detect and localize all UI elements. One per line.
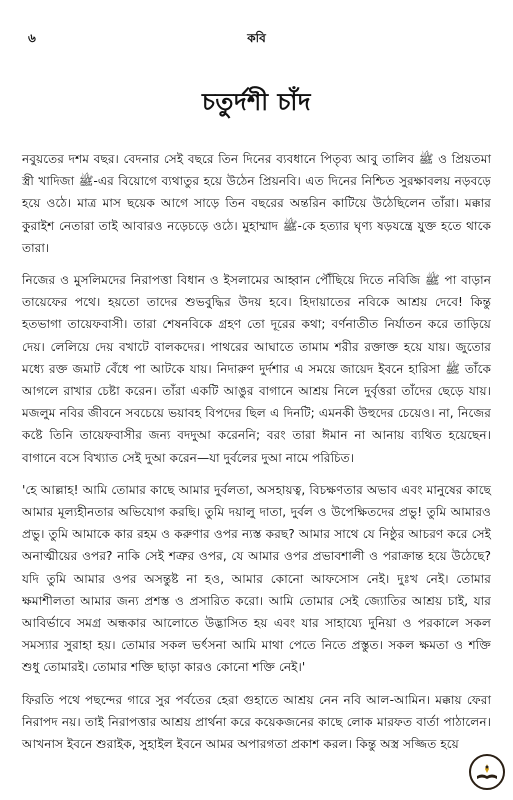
page-number: ৬	[28, 31, 36, 45]
body-text	[22, 148, 491, 765]
paragraph-2: নিজের ও মুসলিমদের নিরাপত্তা বিধান ও ইসলামের আহ্বান পৌঁছিয়ে দিতে নবিজি ﷺ পা বাড়ান তায়েফের পথে। হয়তো তাদের শুভবুদ্ধির উদয় হবে। হিদায়াতের নবিকে আশ্রয় দেবে! কিন্তু হতভাগা তায়েফবাসী। তারা শেষনবিকে গ্রহণ তো দূরের কথা; বর্ণনাতীত নির্যাতন করে তাড়িয়ে দেয়। লেলিয়ে দেয় বখাটে বালকদের। পাথরের আঘাতে তামাম শরীর রক্তাক্ত হয়ে যায়। জুতোর মধ্যে রক্ত জমাট বেঁধে পা আটকে যায়। নিদারুণ দুর্দশার এ সময়ে জায়েদ ইবনে হারিসা ﷺ তাঁকে আগলে রাখার চেষ্টা করেন। তাঁরা একটি আঙুর বাগানে আশ্রয় নিলে দুর্বৃত্তরা তাঁদের ছেড়ে যায়। মজলুম নবির জীবনে সবচেয়ে ভয়াবহ বিপদের ছিল এ দিনটি; এমনকী উহুদের চেয়েও। না, নিজের কষ্টে তিনি তায়েফবাসীর জন্য বদদুআ করেননি; বরং তারা ঈমান না আনায় ব্যথিত হয়েছেন। বাগানে বসে বিখ্যাত সেই দুআ করেন—যা দুর্বলের দুআ নামে পরিচিত।	[22, 273, 491, 465]
running-title: কবি	[247, 31, 266, 45]
page-header	[22, 30, 491, 50]
chapter-title: চতুর্দশী চাঁদ	[201, 87, 311, 116]
dua-quote-paragraph: 'হে আল্লাহ! আমি তোমার কাছে আমার দুর্বলতা, অসহায়ত্ব, বিচক্ষণতার অভাব এবং মানুষের কাছে আমার মূল্যহীনতার অভিযোগ করছি। তুমি দয়ালু দাতা, দুর্বল ও উপেক্ষিতদের প্রভু! তুমি আমারও প্রভু। তুমি আমাকে কার রহম ও করুণার ওপর ন্যস্ত করছ? আমার সাথে যে নিষ্ঠুর আচরণ করে সেই অনাত্মীয়ের ওপর? নাকি সেই শত্রুর ওপর, যে আমার ওপর প্রভাবশালী ও পরাক্রান্ত হয়ে উঠেছে? যদি তুমি আমার ওপর অসন্তুষ্ট না হও, আমার কোনো আফসোস নেই। দুঃখ নেই। তোমার ক্ষমাশীলতা আমার জন্য প্রশস্ত ও প্রসারিত করো। আমি তোমার সেই জ্যোতির আশ্রয় চাই, যার আবির্ভাবে সমগ্র অন্ধকার আলোতে উদ্ভাসিত হয় এবং যার সাহায্যে দুনিয়া ও পরকালে সকল সমস্যার সুরাহা হয়। তোমার সকল ভর্ৎসনা আমি মাথা পেতে নিতে প্রস্তুত। সকল ক্ষমতা ও শক্তি শুধু তোমারই। তোমার শক্তি ছাড়া কারও কোনো শক্তি নেই।'	[22, 482, 491, 675]
paragraph-1: নবুয়তের দশম বছর। বেদনার সেই বছরে তিন দিনের ব্যবধানে পিতৃব্য আবু তালিব ﷺ ও প্রিয়তমা স্ত্রী খাদিজা ﷺ-এর বিয়োগে ব্যথাতুর হয়ে উঠেন প্রিয়নবি। এত দিনের নিশ্চিত সুরক্ষাবলয় নড়বড়ে হয়ে ওঠে। মাত্র মাস ছয়েক আগে সাড়ে তিন বছরের অন্তরিন কাটিয়ে উঠেছিলেন তাঁরা। মক্কার কুরাইশ নেতারা তাই আবারও নড়েচড়ে ওঠে। মুহাম্মাদ ﷺ-কে হত্যার ঘৃণ্য ষড়যন্ত্রে যুক্ত হতে থাকে তারা।	[22, 152, 491, 255]
paragraph-4: ফিরতি পথে পছন্দের গারে সুর পর্বতের হেরা গুহাতে আশ্রয় নেন নবি আল-আমিন। মক্কায় ফেরা নিরাপদ নয়। তাই নিরাপত্তার আশ্রয় প্রার্থনা করে কয়েকজনের কাছে লোক মারফত বার্তা পাঠালেন। আখনাস ইবনে শুরাইক, সুহাইল ইবনে আমর অপারগতা প্রকাশ করল। কিন্তু অস্ত্র সজ্জিত হয়ে	[22, 692, 491, 752]
publisher-logo-icon	[469, 754, 505, 790]
